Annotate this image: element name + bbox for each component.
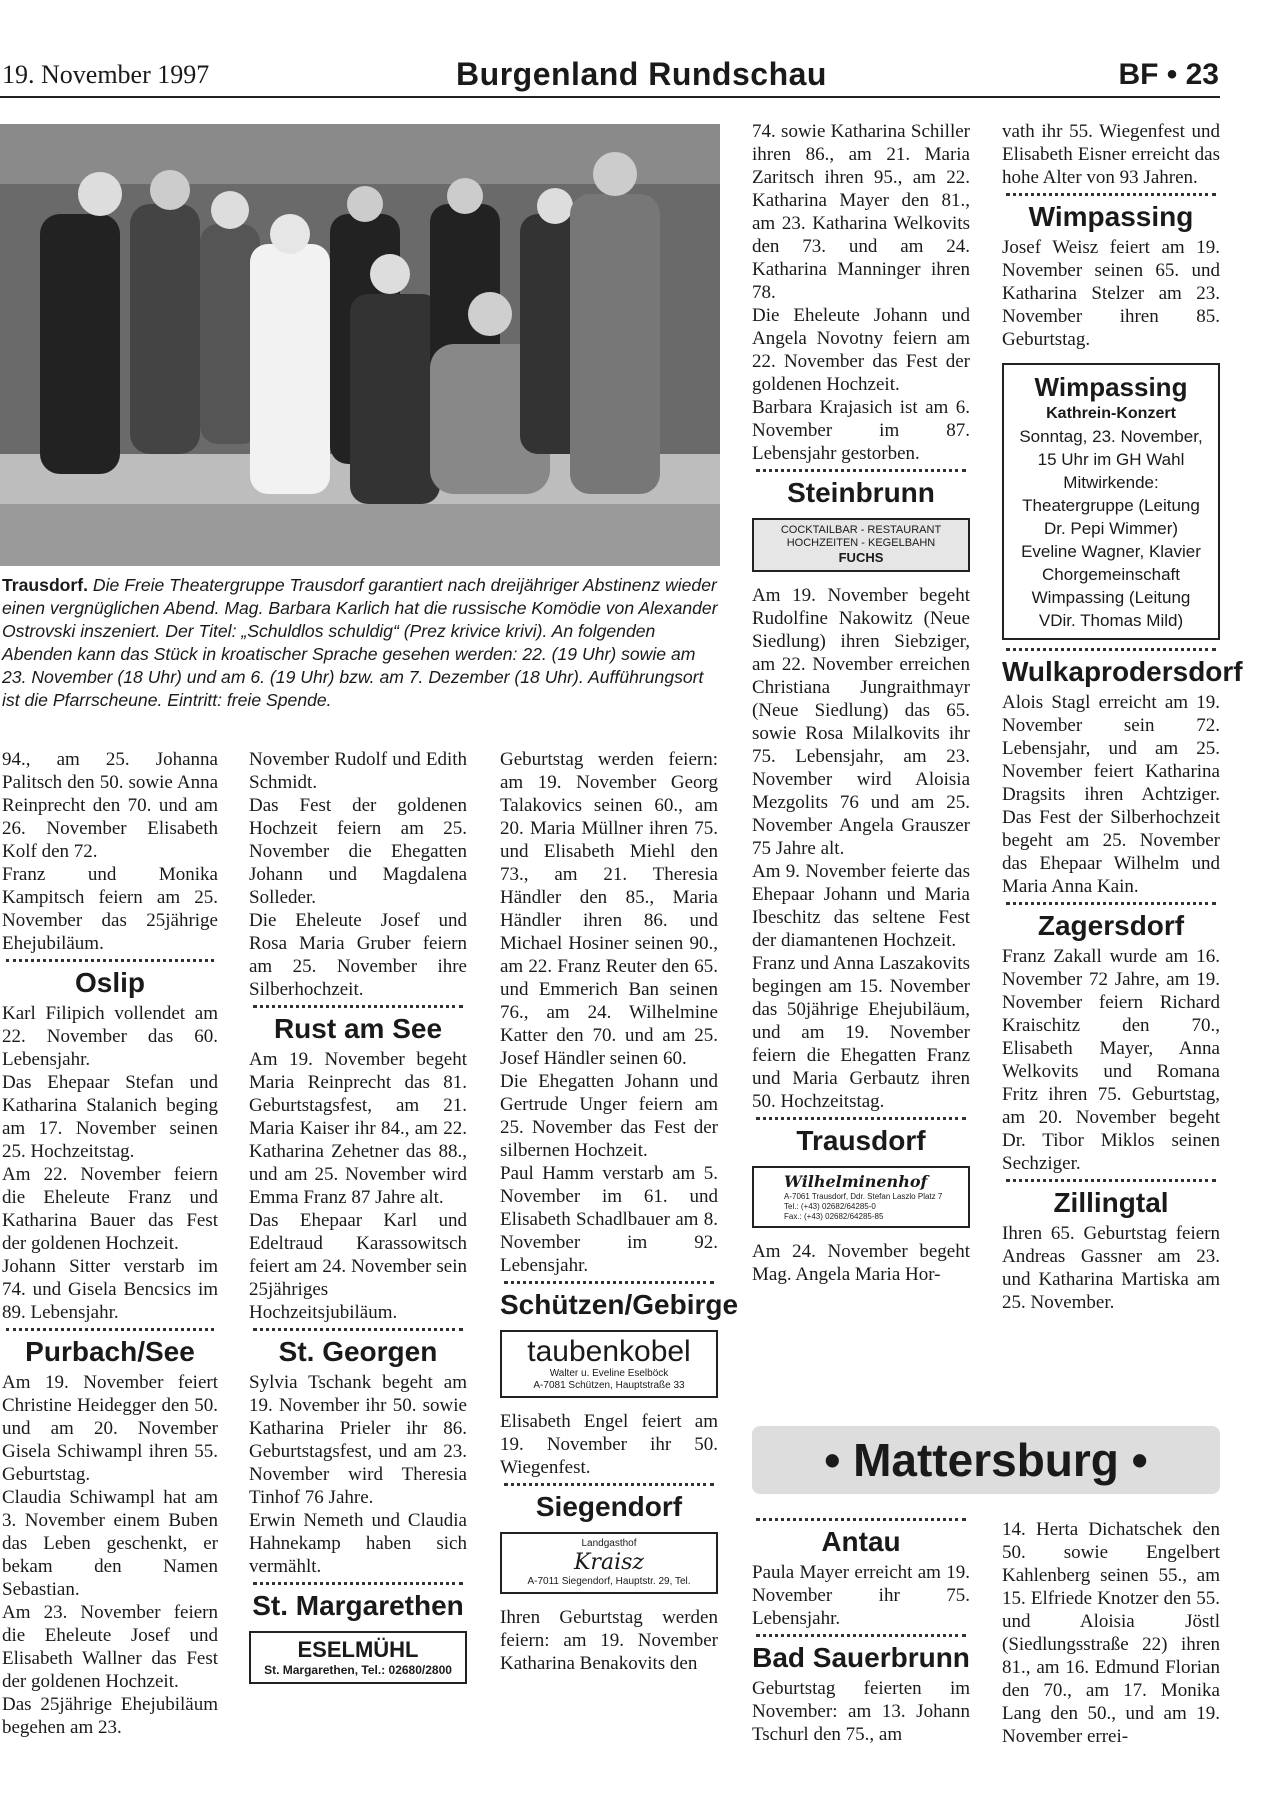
- ad-line: Walter u. Eveline Eselböck: [549, 1368, 669, 1379]
- box-line: Sonntag, 23. November,: [1019, 427, 1203, 446]
- article-text: Franz Zakall wurde am 16. November 72 Jahre, am 19. November feiern Richard Kraischitz den 70., Elisabeth Mayer, Anna Welkovits und Romana Fritz ihren 75. Geburtstag, am 20. November begeht Dr. Tibor Miklos seinen Sechziger.: [1002, 946, 1220, 1174]
- section-heading-trausdorf: Trausdorf: [796, 1125, 926, 1156]
- article-text: Das Fest der goldenen Hochzeit feiern am 25. November die Ehegatten Johann und Magdalena Solleder.: [249, 795, 467, 908]
- ad-line: Tel.: (+43) 02682/64285-0: [784, 1202, 876, 1211]
- article-text: Ihren 65. Geburtstag feiern Andreas Gassner am 23. und Katharina Martiska am 25. November.: [1002, 1223, 1220, 1313]
- section-heading-steinbrunn: Steinbrunn: [787, 477, 935, 508]
- dotted-divider: [1006, 193, 1216, 196]
- header-rule: [0, 96, 1220, 98]
- article-text: Geburtstag werden feiern: am 19. November Georg Talakovics seinen 60., am 20. Maria Müllner ihren 75. und Elisabeth Miehl den 73., am 21. Theresia Händler den 85., Maria Händler ihren 86. und Michael Hosiner seinen 90., am 22. Franz Reuter den 65. und Emmerich Ban seinen 76., am 24. Wilhelmine Katter den 70. und am 25. Josef Händler seinen 60.: [500, 749, 718, 1069]
- article-text: Am 19. November feiert Christine Heidegger den 50. und am 20. November Gisela Schiwampl ihren 55. Geburtstag.: [2, 1372, 218, 1485]
- article-text: Das 25jährige Ehejubiläum begehen am 23.: [2, 1694, 218, 1738]
- dotted-divider: [1006, 1179, 1216, 1182]
- article-text: November Rudolf und Edith Schmidt.: [249, 749, 467, 793]
- article-text: Alois Stagl erreicht am 19. November sein 72. Lebensjahr, und am 25. November feiert Katharina Dragsits ihren Achtziger. Das Fest der Silberhochzeit begeht am 25. November das Ehepaar Wilhelm und Maria Anna Kain.: [1002, 692, 1220, 897]
- article-text: Paula Mayer erreicht am 19. November ihr 75. Lebensjahr.: [752, 1562, 970, 1629]
- ad-line: A-7011 Siegendorf, Hauptstr. 29, Tel.: [527, 1576, 691, 1587]
- ad-line: Fax.: (+43) 02682/64285-85: [784, 1212, 884, 1221]
- dotted-divider: [6, 959, 214, 962]
- article-text: Die Eheleute Josef und Rosa Maria Gruber feiern am 25. November ihre Silberhochzeit.: [249, 910, 467, 1000]
- article-text: Am 9. November feierte das Ehepaar Johann und Maria Ibeschitz das seltene Fest der diamantenen Hochzeit.: [752, 861, 970, 951]
- article-text: Das Ehepaar Karl und Edeltraud Karassowitsch feiert am 24. November sein 25jähriges Hochzeitsjubiläum.: [249, 1210, 467, 1323]
- article-text: Am 23. November feiern die Eheleute Josef und Elisabeth Wallner das Fest der goldenen Hochzeit.: [2, 1602, 218, 1692]
- mattersburg-banner: • Mattersburg •: [752, 1426, 1220, 1494]
- article-text: Am 24. November begeht Mag. Angela Maria Hor-: [752, 1241, 970, 1285]
- caption-text: Die Freie Theatergruppe Trausdorf garantiert nach dreijähriger Abstinenz wieder einen vergnüglichen Abend. Mag. Barbara Karlich hat die russische Komödie von Alexander Ostrovski inszeniert. Der Titel: „Schuldlos schuldig“ (Prez krivice krivi). An folgenden Abenden kann das Stück in kroatischer Sprache gesehen werden: 22. (19 Uhr) sowie am 23. November (18 Uhr) und am 6. (19 Uhr) bzw. am 7. Dezember (18 Uhr). Aufführungsort ist die Pfarrscheune. Eintritt: freie Spende.: [2, 575, 718, 710]
- column-4-lower: [752, 1514, 970, 1746]
- section-heading-purbach: Purbach/See: [25, 1336, 195, 1367]
- box-line: 15 Uhr im GH Wahl: [1037, 450, 1185, 469]
- section-heading-wimpassing: Wimpassing: [1028, 201, 1194, 232]
- section-heading-st-georgen: St. Georgen: [278, 1336, 438, 1367]
- section-heading-wulkaprodersdorf: Wulkaprodersdorf: [1002, 656, 1243, 687]
- ad-line: Landgasthof: [581, 1538, 637, 1549]
- page-number: BF • 23: [1118, 58, 1219, 91]
- advertisement-taubenkobel: [500, 1330, 718, 1398]
- column-5-lower: [1002, 1518, 1220, 1748]
- dotted-divider: [756, 1117, 966, 1120]
- article-text: Karl Filipich vollendet am 22. November das 60. Lebensjahr.: [2, 1003, 218, 1070]
- advertisement-kraisz: [500, 1532, 718, 1594]
- article-text: Am 22. November feiern die Eheleute Franz und Katharina Bauer das Fest der goldenen Hochzeit.: [2, 1164, 218, 1254]
- article-text: Am 19. November begeht Rudolfine Nakowitz (Neue Siedlung) ihren Siebziger, am 22. November erreichen Christiana Jungraithmayr (Neue Siedlung) das 65. sowie Rosa Milalkovits ihr 75. Lebensjahr, am 23. November wird Aloisia Mezgolits 76 und am 25. November Angela Grauszer 75 Jahre alt.: [752, 585, 970, 859]
- column-3: [500, 748, 739, 1675]
- section-heading-zagersdorf: Zagersdorf: [1037, 910, 1185, 941]
- event-box-kathrein-konzert: [1002, 363, 1220, 640]
- article-text: 94., am 25. Johanna Palitsch den 50. sowie Anna Reinprecht den 70. und am 26. November Elisabeth Kolf den 72.: [2, 749, 218, 862]
- advertisement-fuchs: [752, 518, 970, 572]
- dotted-divider: [1006, 648, 1216, 651]
- dotted-divider: [504, 1483, 714, 1486]
- section-heading-antau: Antau: [821, 1526, 901, 1557]
- article-text: Die Eheleute Johann und Angela Novotny feiern am 22. November das Fest der goldenen Hochzeit.: [752, 305, 970, 395]
- photo-illustration: [0, 124, 720, 566]
- theater-group-photo: [0, 124, 720, 566]
- column-1: [2, 748, 218, 1739]
- section-heading-rust: Rust am See: [273, 1013, 443, 1044]
- section-heading-schuetzen: Schützen/Gebirge: [500, 1289, 739, 1320]
- section-heading-zillingtal: Zillingtal: [1053, 1187, 1169, 1218]
- box-line: Chorgemeinschaft Wimpassing (Leitung VDir. Thomas Mild): [1031, 565, 1191, 630]
- column-4: [752, 120, 970, 1286]
- ad-name: Kraisz: [574, 1550, 644, 1575]
- advertisement-wilhelminenhof: [752, 1166, 970, 1228]
- issue-date: 19. November 1997: [2, 60, 210, 89]
- ad-name: FUCHS: [838, 550, 884, 565]
- column-5: [1002, 120, 1243, 1314]
- article-text: Claudia Schiwampl hat am 3. November einem Buben das Leben geschenkt, er bekam den Namen Sebastian.: [2, 1487, 218, 1600]
- ad-contact: St. Margarethen, Tel.: 02680/2800: [264, 1663, 452, 1677]
- article-text: Geburtstag feierten im November: am 13. Johann Tschurl den 75., am: [752, 1678, 970, 1745]
- article-text: 14. Herta Dichatschek den 50. sowie Engelbert Kahlenberg seinen 55., am 15. Elfriede Knotzer den 55. und Aloisia Jöstl (Siedlungsstraße 22) ihren 81., am 16. Edmund Florian den 70., am 17. Monika Lang den 50., und am 19. November errei-: [1002, 1519, 1220, 1747]
- article-text: Sylvia Tschank begeht am 19. November ihr 50. sowie Katharina Prieler ihr 86. Geburtstagsfest, und am 23. November wird Theresia Tinhof 76 Jahre.: [249, 1372, 467, 1508]
- box-line: Mitwirkende:: [1063, 473, 1159, 492]
- box-line: Theatergruppe (Leitung Dr. Pepi Wimmer): [1022, 496, 1200, 538]
- column-2: [249, 748, 467, 1696]
- dotted-divider: [1006, 902, 1216, 905]
- article-text: Barbara Krajasich ist am 6. November im 87. Lebensjahr gestorben.: [752, 397, 970, 464]
- ad-name: taubenkobel: [527, 1335, 691, 1368]
- article-text: Franz und Anna Laszakovits begingen am 15. November das 50jährige Ehejubiläum, und am 19. November feiern die Ehegatten Franz und Maria Gerbautz ihren 50. Hochzeitstag.: [752, 953, 970, 1112]
- dotted-divider: [253, 1582, 463, 1585]
- article-text: Am 19. November begeht Maria Reinprecht das 81. Geburtstagsfest, am 21. Maria Kaiser ihr 84., am 22. Katharina Zehetner das 88., und am 25. November wird Emma Franz 87 Jahre alt.: [249, 1049, 467, 1208]
- dotted-divider: [756, 1634, 966, 1637]
- section-heading-st-margarethen: St. Margarethen: [252, 1590, 464, 1621]
- article-text: vath ihr 55. Wiegenfest und Elisabeth Eisner erreicht das hohe Alter von 93 Jahren.: [1002, 121, 1220, 188]
- ad-name: Wilhelminenhof: [784, 1172, 928, 1191]
- box-subtitle: Kathrein-Konzert: [1046, 405, 1176, 422]
- dotted-divider: [253, 1328, 463, 1331]
- newspaper-title: Burgenland Rundschau: [456, 56, 827, 92]
- article-text: Josef Weisz feiert am 19. November seinen 65. und Katharina Stelzer am 23. November ihren 85. Geburtstag.: [1002, 237, 1220, 350]
- article-text: Ihren Geburtstag werden feiern: am 19. November Katharina Benakovits den: [500, 1607, 718, 1674]
- box-title: Wimpassing: [1034, 372, 1188, 402]
- section-heading-bad-sauerbrunn: Bad Sauerbrunn: [752, 1642, 970, 1673]
- article-text: Das Ehepaar Stefan und Katharina Stalanich beging am 17. November seinen 25. Hochzeitstag.: [2, 1072, 218, 1162]
- section-heading-siegendorf: Siegendorf: [535, 1491, 683, 1522]
- article-text: Paul Hamm verstarb am 5. November im 61. und Elisabeth Schadlbauer am 8. November im 92. Lebensjahr.: [500, 1163, 718, 1276]
- ad-line: COCKTAILBAR - RESTAURANT: [780, 524, 942, 536]
- article-text: 74. sowie Katharina Schiller ihren 86., am 21. Maria Zaritsch ihren 95., am 22. Katharina Mayer den 81., am 23. Katharina Welkovits den 73. und am 24. Katharina Manninger ihren 78.: [752, 121, 970, 303]
- dotted-divider: [756, 469, 966, 472]
- dotted-divider: [253, 1005, 463, 1008]
- dotted-divider: [6, 1328, 214, 1331]
- article-text: Franz und Monika Kampitsch feiern am 25. November das 25jährige Ehejubiläum.: [2, 864, 218, 954]
- ad-line: A-7081 Schützen, Hauptstraße 33: [533, 1380, 685, 1391]
- ad-line: HOCHZEITEN - KEGELBAHN: [786, 537, 936, 549]
- advertisement-eselmuehl: [249, 1631, 467, 1684]
- box-line: Eveline Wagner, Klavier: [1021, 542, 1201, 561]
- ad-line: A-7061 Trausdorf, Ddr. Stefan Laszlo Platz 7: [784, 1192, 943, 1201]
- section-heading-oslip: Oslip: [74, 967, 145, 998]
- photo-caption: [2, 574, 722, 712]
- ad-name: ESELMÜHL: [297, 1637, 419, 1662]
- article-text: Johann Sitter verstarb im 74. und Gisela Bencsics im 89. Lebensjahr.: [2, 1256, 218, 1323]
- article-text: Die Ehegatten Johann und Gertrude Unger feiern am 25. November das Fest der silbernen Hochzeit.: [500, 1071, 718, 1161]
- caption-place: Trausdorf.: [2, 575, 89, 595]
- dotted-divider: [756, 1518, 966, 1521]
- dotted-divider: [504, 1281, 714, 1284]
- article-text: Elisabeth Engel feiert am 19. November ihr 50. Wiegenfest.: [500, 1411, 718, 1478]
- article-text: Erwin Nemeth und Claudia Hahnekamp haben sich vermählt.: [249, 1510, 467, 1577]
